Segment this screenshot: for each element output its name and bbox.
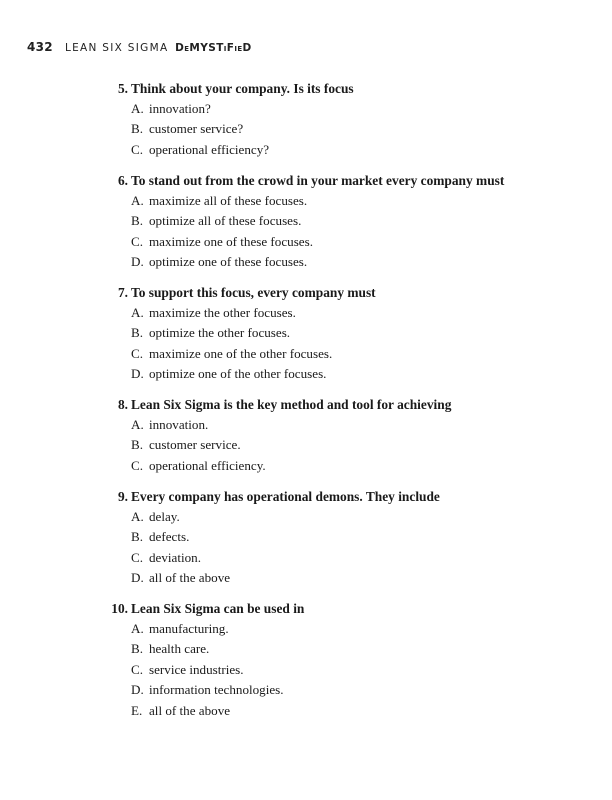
option-letter: D. <box>131 254 144 270</box>
answer-option <box>0 345 612 365</box>
answer-option <box>0 508 612 528</box>
series-suffix: DeMYSTiFieD <box>175 42 252 54</box>
option-text: maximize all of these focuses. <box>149 193 308 208</box>
question-stem <box>0 600 612 620</box>
answer-option <box>0 436 612 456</box>
answer-option <box>0 661 612 681</box>
question-text: Think about your company. Is its focus <box>131 81 354 96</box>
option-text: defects. <box>149 529 190 545</box>
option-letter: A. <box>131 509 144 524</box>
answer-option <box>0 457 612 477</box>
option-text: optimize all of these focuses. <box>149 213 302 229</box>
option-text: customer service. <box>149 437 241 453</box>
answer-option <box>0 233 612 253</box>
option-text: innovation? <box>149 101 211 116</box>
option-letter: A. <box>131 621 144 636</box>
option-letter: C. <box>131 457 144 473</box>
answer-options <box>0 416 612 477</box>
question-9 <box>0 488 612 590</box>
option-text: innovation. <box>149 417 209 432</box>
answer-option <box>0 324 612 344</box>
option-text: health care. <box>149 641 210 657</box>
option-text: maximize the other focuses. <box>149 305 296 320</box>
answer-option <box>0 365 612 385</box>
option-letter: B. <box>131 213 144 229</box>
option-text: all of the above <box>149 702 231 718</box>
answer-option <box>0 120 612 140</box>
answer-option <box>0 569 612 589</box>
question-text: Lean Six Sigma can be used in <box>131 601 305 616</box>
question-number: 6. <box>117 173 128 188</box>
question-text: To stand out from the crowd in your market every company must <box>131 173 505 188</box>
answer-option <box>0 141 612 161</box>
option-text: service industries. <box>149 661 244 677</box>
option-letter: A. <box>131 417 144 432</box>
option-text: manufacturing. <box>149 621 229 636</box>
question-text: Every company has operational demons. They include <box>131 489 440 504</box>
answer-options <box>0 192 612 274</box>
answer-option <box>0 416 612 436</box>
answer-option <box>0 549 612 569</box>
answer-options <box>0 508 612 590</box>
answer-option <box>0 528 612 548</box>
option-letter: D. <box>131 682 144 698</box>
question-number: 5. <box>117 81 128 96</box>
option-letter: A. <box>131 305 144 320</box>
option-letter: B. <box>131 641 144 657</box>
question-stem <box>0 284 612 304</box>
answer-option <box>0 620 612 640</box>
answer-option <box>0 253 612 273</box>
option-text: operational efficiency. <box>149 457 266 473</box>
answer-option <box>0 702 612 722</box>
option-letter: A. <box>131 193 144 208</box>
option-letter: B. <box>131 325 144 341</box>
answer-options <box>0 620 612 722</box>
answer-option <box>0 100 612 120</box>
answer-options <box>0 100 612 161</box>
question-stem <box>0 80 612 100</box>
question-number: 9. <box>117 489 128 504</box>
option-text: information technologies. <box>149 682 284 698</box>
answer-options <box>0 304 612 386</box>
question-10 <box>0 600 612 722</box>
question-number: 8. <box>117 397 128 412</box>
running-head <box>27 40 252 54</box>
question-number: 7. <box>117 285 128 300</box>
option-letter: C. <box>131 549 144 565</box>
series-title: LEAN SIX SIGMA <box>64 42 169 54</box>
option-letter: B. <box>131 437 144 453</box>
option-letter: B. <box>131 529 144 545</box>
option-letter: C. <box>131 141 144 157</box>
question-stem <box>0 488 612 508</box>
question-5 <box>0 80 612 161</box>
option-text: all of the above <box>149 570 231 586</box>
option-text: optimize one of the other focuses. <box>149 366 327 382</box>
option-text: optimize one of these focuses. <box>149 254 308 270</box>
option-text: optimize the other focuses. <box>149 325 291 341</box>
option-letter: D. <box>131 366 144 382</box>
answer-option <box>0 212 612 232</box>
option-text: maximize one of these focuses. <box>149 233 313 249</box>
option-text: delay. <box>149 509 180 524</box>
question-text: To support this focus, every company must <box>131 285 376 300</box>
question-7 <box>0 284 612 386</box>
option-letter: C. <box>131 345 144 361</box>
question-8 <box>0 396 612 477</box>
option-letter: C. <box>131 661 144 677</box>
answer-option <box>0 192 612 212</box>
option-letter: E. <box>131 702 143 718</box>
question-6 <box>0 172 612 274</box>
answer-option <box>0 681 612 701</box>
option-letter: D. <box>131 570 144 586</box>
option-letter: C. <box>131 233 144 249</box>
question-stem <box>0 172 612 192</box>
answer-option <box>0 640 612 660</box>
option-text: maximize one of the other focuses. <box>149 345 333 361</box>
page-number: 432 <box>27 40 53 54</box>
answer-option <box>0 304 612 324</box>
option-text: customer service? <box>149 121 244 137</box>
option-text: deviation. <box>149 549 201 565</box>
option-letter: A. <box>131 101 144 116</box>
option-text: operational efficiency? <box>149 141 270 157</box>
question-stem <box>0 396 612 416</box>
option-letter: B. <box>131 121 144 137</box>
question-number: 10. <box>111 601 128 616</box>
question-text: Lean Six Sigma is the key method and tool for achieving <box>131 397 452 412</box>
